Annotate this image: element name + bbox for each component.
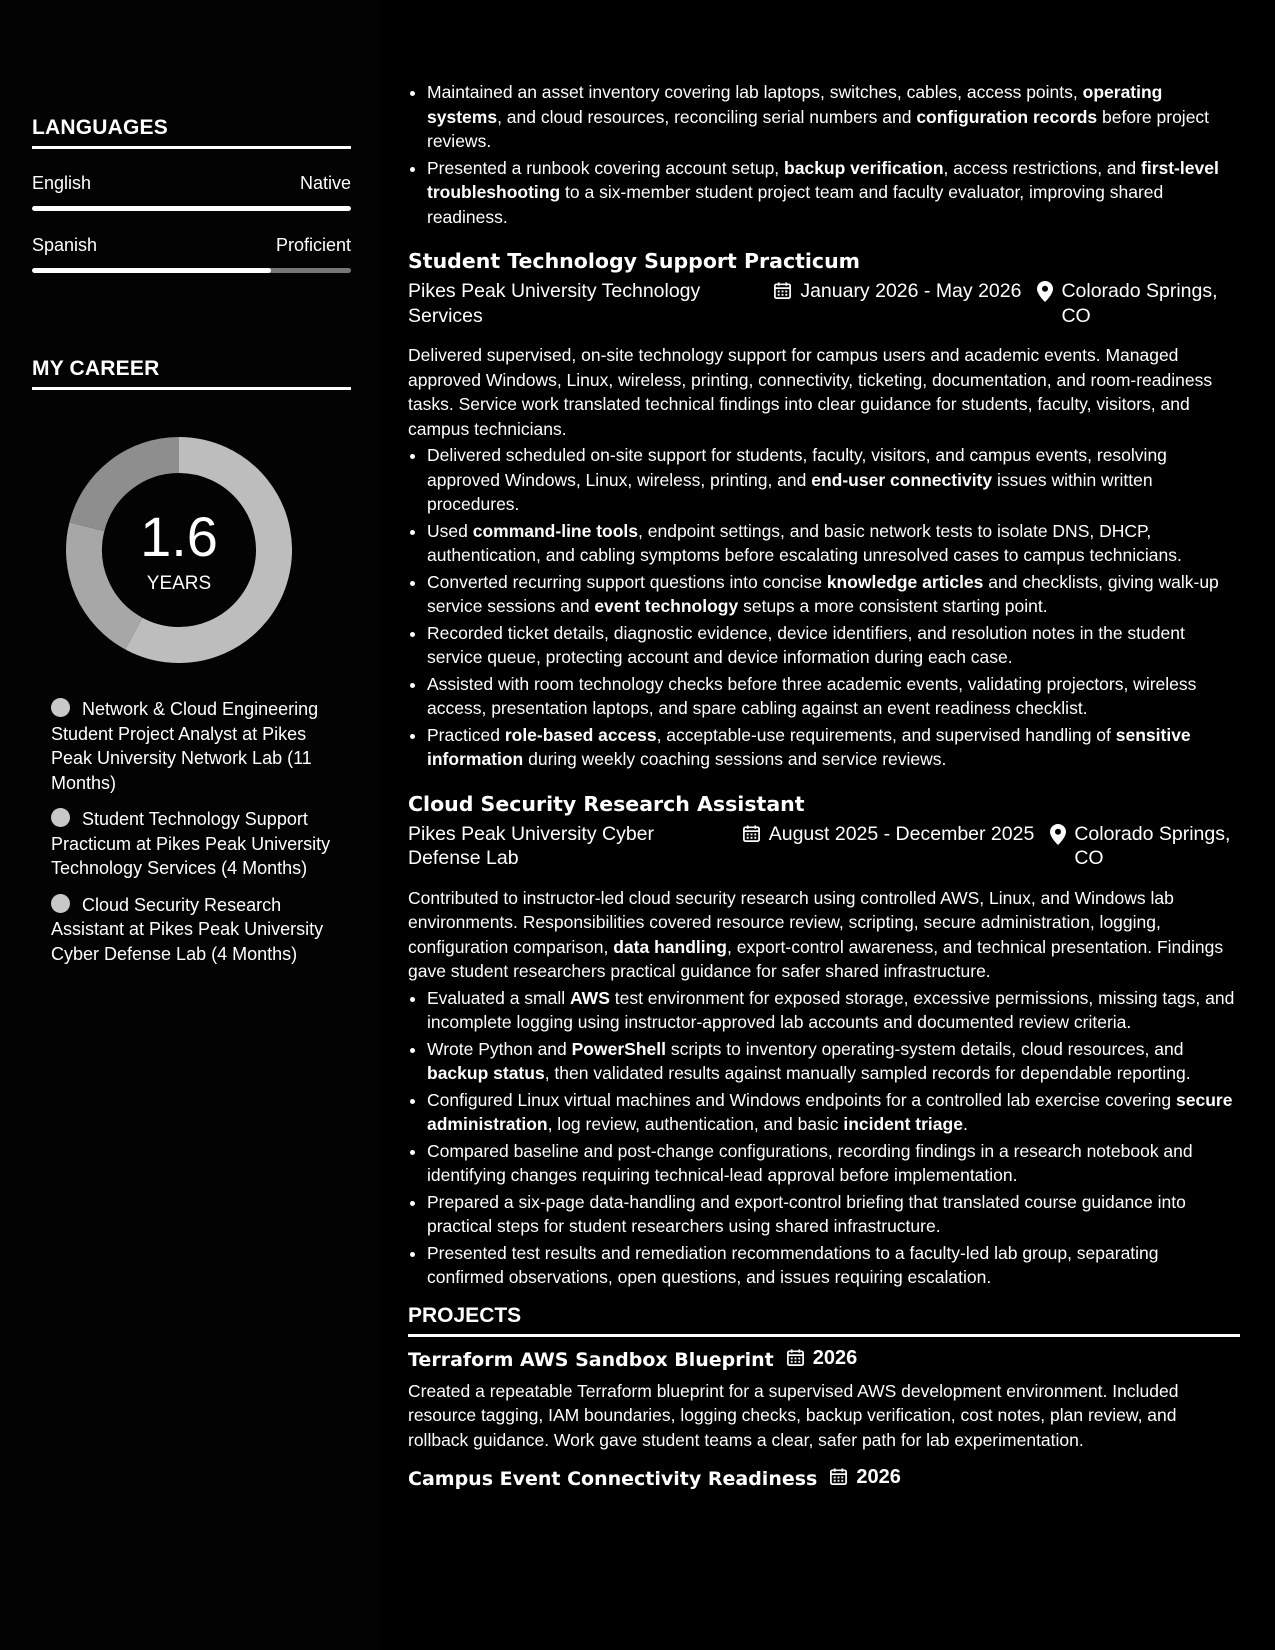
- language-proficiency-bar: [32, 268, 351, 273]
- project-entry: [408, 1347, 1240, 1453]
- bullet-item: • Maintained an asset inventory covering lab laptops, switches, cables, access points, operating systems, and cloud resources, reconciling serial numbers and configuration records before project reviews.: [427, 80, 1240, 154]
- job-summary: Contributed to instructor-led cloud security research using controlled AWS, Linux, and Windows lab environments. Responsibilities covered resource review, scripting, secure administration, logging, configuration comparison, data handling, export-control awareness, and technical presentation. Findings gave student researchers practical guidance for safer shared infrastructure.: [408, 887, 1224, 981]
- career-total-unit: YEARS: [146, 573, 212, 594]
- job-dates-text: August 2025 - December 2025: [768, 822, 1035, 845]
- language-level: Native: [299, 173, 351, 193]
- job-dates: [773, 279, 1021, 328]
- career-item-text: Network & Cloud Engineering Student Project Analyst at Pikes Peak University Network Lab (11 Months): [51, 699, 319, 793]
- career-list: [51, 697, 331, 978]
- language-entry: [32, 235, 351, 273]
- project-date-text: 2026: [812, 1346, 858, 1369]
- language-proficiency-fill: [32, 206, 351, 211]
- job-location-text: Colorado Springs, CO: [1061, 280, 1218, 327]
- job-title: Cloud Security Research Assistant: [408, 791, 805, 816]
- project-title: [408, 1466, 1240, 1492]
- main-content: [408, 80, 1240, 1492]
- map-pin-icon: [1037, 281, 1053, 328]
- projects-heading: PROJECTS: [408, 1304, 1240, 1337]
- job-meta: [408, 822, 1240, 871]
- bullet-item: • Wrote Python and PowerShell scripts to inventory operating-system details, cloud resources, and backup status, then validated results against manually sampled records for dependable reporting.: [427, 1037, 1240, 1086]
- previous-job-bullets: [408, 80, 1240, 229]
- project-date-text: 2026: [856, 1466, 901, 1488]
- project-description: Created a repeatable Terraform blueprint for a supervised AWS development environment. Included resource tagging, IAM boundaries, logging checks, backup verification, cost notes, plan review, and rollback guidance. Work gave student teams a clear, safer path for lab experimentation.: [408, 1380, 1179, 1450]
- project-title-text: Campus Event Connectivity Readiness: [408, 1468, 818, 1490]
- project-date: [829, 1466, 901, 1492]
- languages-heading: LANGUAGES: [32, 116, 351, 149]
- job-organization: Pikes Peak University Technology Services: [408, 280, 701, 327]
- bullet-item: • Delivered scheduled on-site support for students, faculty, visitors, and campus events, resolving approved Windows, Linux, wireless, printing, and end-user connectivity issues within written procedures.: [427, 443, 1240, 517]
- languages-section: [32, 116, 351, 273]
- language-entry: [32, 173, 351, 211]
- bullet-item: • Configured Linux virtual machines and Windows endpoints for a controlled lab exercise covering secure administration, log review, authentication, and basic incident triage.: [427, 1088, 1240, 1137]
- job-bullets: [408, 986, 1240, 1290]
- project-title: [408, 1347, 1240, 1373]
- bullet-item: • Presented test results and remediation recommendations to a faculty-led lab group, separating confirmed observations, open questions, and issues requiring escalation.: [427, 1241, 1240, 1290]
- job-entry: [408, 792, 1240, 1290]
- bullet-dot-icon: [51, 808, 70, 827]
- project-entry: [408, 1466, 1240, 1492]
- bullet-item: • Presented a runbook covering account setup, backup verification, access restrictions, and first-level troubleshooting to a six-member student project team and faculty evaluator, improving shared readiness.: [427, 156, 1240, 230]
- experience-list: [408, 249, 1240, 1290]
- career-total-value: 1.6: [140, 505, 218, 568]
- career-item: [51, 893, 331, 967]
- career-donut-chart: [66, 437, 292, 663]
- language-row: [32, 235, 351, 256]
- calendar-icon: [829, 1467, 848, 1492]
- bullet-item: • Assisted with room technology checks before three academic events, validating projectors, wireless access, presentation laptops, and spare cabling against an event readiness checklist.: [427, 672, 1240, 721]
- bullet-item: • Compared baseline and post-change configurations, recording findings in a research notebook and identifying changes requiring technical-lead approval before implementation.: [427, 1139, 1240, 1188]
- career-item-text: Cloud Security Research Assistant at Pikes Peak University Cyber Defense Lab (4 Months): [51, 894, 324, 964]
- career-item: [51, 807, 331, 881]
- bullet-item: • Converted recurring support questions into concise knowledge articles and checklists, giving walk-up service sessions and event technology setups a more consistent starting point.: [427, 570, 1240, 619]
- bullet-item: • Prepared a six-page data-handling and export-control briefing that translated course guidance into practical steps for student researchers using shared infrastructure.: [427, 1190, 1240, 1239]
- career-item: [51, 697, 331, 795]
- bullet-dot-icon: [51, 698, 70, 717]
- job-organization: Pikes Peak University Cyber Defense Lab: [408, 822, 654, 869]
- calendar-icon: [773, 281, 792, 307]
- bullet-item: • Recorded ticket details, diagnostic evidence, device identifiers, and resolution notes in the student service queue, protecting account and device information during each case.: [427, 621, 1240, 670]
- career-heading: MY CAREER: [32, 357, 351, 390]
- languages-list: [32, 173, 351, 273]
- job-location-text: Colorado Springs, CO: [1074, 822, 1231, 869]
- project-title-text: Terraform AWS Sandbox Blueprint: [408, 1348, 774, 1371]
- language-row: [32, 173, 351, 194]
- language-name: English: [32, 173, 92, 193]
- bullet-item: • Used command-line tools, endpoint settings, and basic network tests to isolate DNS, DHCP, authentication, and cabling symptoms before escalating unresolved cases to campus technicians.: [427, 519, 1240, 568]
- career-section: [32, 357, 351, 390]
- language-level: Proficient: [275, 235, 351, 255]
- calendar-icon: [786, 1348, 805, 1373]
- bullet-item: • Practiced role-based access, acceptable-use requirements, and supervised handling of sensitive information during weekly coaching sessions and service reviews.: [427, 723, 1240, 772]
- job-dates: [742, 822, 1035, 871]
- map-pin-icon: [1050, 824, 1066, 871]
- bullet-item: • Evaluated a small AWS test environment for exposed storage, excessive permissions, missing tags, and incomplete logging using instructor-approved lab accounts and documented review criteria.: [427, 986, 1240, 1035]
- job-location: [1050, 822, 1240, 871]
- language-proficiency-fill: [32, 268, 271, 273]
- job-summary: Delivered supervised, on-site technology support for campus users and academic events. Managed approved Windows, Linux, wireless, printing, connectivity, ticketing, documentation, and room-readiness tasks. Service work translated technical findings into clear guidance for students, faculty, visitors, and campus technicians.: [408, 345, 1213, 439]
- job-bullets: [408, 443, 1240, 772]
- projects-list: [408, 1347, 1240, 1493]
- language-proficiency-bar: [32, 206, 351, 211]
- calendar-icon: [742, 824, 761, 850]
- career-total: [66, 437, 292, 663]
- job-dates-text: January 2026 - May 2026: [800, 280, 1022, 302]
- project-date: [786, 1347, 858, 1373]
- job-title: Student Technology Support Practicum: [408, 249, 861, 273]
- job-entry: [408, 249, 1240, 772]
- career-item-text: Student Technology Support Practicum at Pikes Peak University Technology Services (4 Months): [51, 809, 331, 878]
- language-name: Spanish: [32, 235, 98, 255]
- job-meta: [408, 279, 1240, 328]
- sidebar: [0, 0, 380, 1650]
- job-location: [1037, 279, 1240, 328]
- bullet-dot-icon: [51, 894, 70, 913]
